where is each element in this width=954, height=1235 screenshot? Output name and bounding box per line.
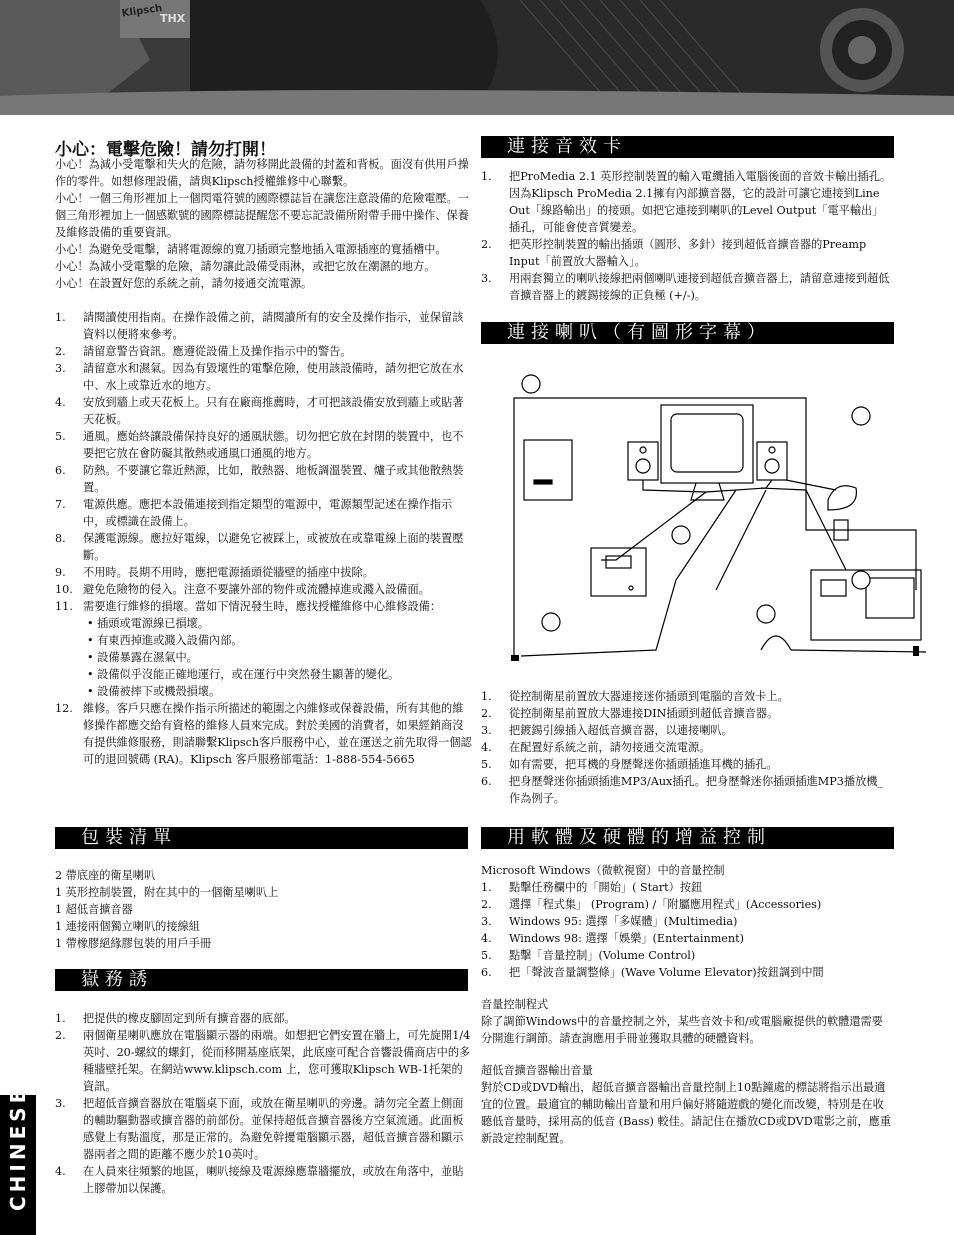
list-item: 7. 電源供應。應把本設備連接到指定類型的電源中，電源類型記述在操作指示中，或標識在設備上。 — [55, 498, 453, 528]
list-item: 6. 把「聲波音量調整條」(Wave Volume Elevator)按鈕調到中間 — [481, 966, 824, 979]
callout-marker — [852, 407, 870, 425]
callout-marker — [757, 605, 775, 623]
list-item: 11. 需要進行維修的損壞。當如下情況發生時，應找授權維修中心維修設備： • 插頭或電源線已損壞。 • 有東西掉進或濺入設備內部。 • 設備暴露在濕氣中。 • 設備似乎沒能正確地運行，或在運行中突然發生顯著的變化。 • 設備被摔下或機殼損壞。 — [55, 598, 473, 700]
list-item: 1 超低音擴音器 — [55, 903, 133, 916]
volume-body — [481, 862, 893, 1147]
caution-paragraph: 小心！一個三角形裡加上一個閃電符號的國際標誌旨在讓您注意設備的危險電壓。一個三角形裡加上一個感歎號的國際標誌提醒您不要忘記設備所附帶手冊中操作、保養及維修設備的重要資訊。 — [55, 192, 469, 239]
package-heading: 包裝清單 — [55, 827, 468, 849]
list-item: 2. 請留意警告資訊。應遵從設備上及操作指示中的警告。 — [55, 345, 352, 358]
callout-marker — [672, 526, 690, 544]
list-item: 3. 把超低音擴音器放在電腦桌下面，或放在衛星喇叭的旁邊。請勿完全蓋上側面的輔助驅動器或擴音器的前部份。並保持超低音擴音器後方空氣流通。此面板感覺上有點溫度，那是正常的。為避免幹擾電腦顯示器，超低音擴音器和顯示器兩者之間的距離不應少於10英吋。 — [55, 1097, 464, 1161]
list-item: 6. 把身歷聲迷你插頭插進MP3/Aux插孔。把身歷聲迷你插頭插進MP3播放機_作為例子。 — [481, 775, 884, 805]
list-item: 1 帶橡膠絕緣膠包裝的用戶手冊 — [55, 937, 212, 950]
caution-paragraph: 小心！在設置好您的系統之前，請勿接通交流電源。 — [55, 277, 313, 290]
right-satellite-speaker — [757, 442, 787, 480]
list-item: 1 連接兩個獨立喇叭的接線組 — [55, 920, 200, 933]
language-sidebar — [0, 1085, 36, 1235]
caution-paragraph: 小心！為避免受電擊，請將電源線的寬刀插頭完整地插入電源插座的寬插槽中。 — [55, 243, 447, 256]
left-satellite-speaker — [628, 442, 658, 480]
list-item: 2. 把英形控制裝置的輸出插頭（圓形、多針）接到超低音擴音器的Preamp Input「前置放大器輸入」。 — [481, 238, 867, 268]
list-item: 4. 在配置好系統之前，請勿接通交流電源。 — [481, 741, 711, 754]
tips-body — [55, 1010, 473, 1197]
soundcard-heading: 連接音效卡 — [481, 136, 894, 158]
list-item: 2 帶底座的衛星喇叭 — [55, 869, 156, 882]
caution-paragraph: 小心！為減小受電擊和失火的危險，請勿移開此設備的封蓋和背板。面沒有供用戶操作的零件。如想修理設備，請與Klipsch授權維修中心聯繫。 — [55, 158, 469, 188]
speakers-body — [481, 688, 893, 807]
caution-paragraph: 小心！為減小受電擊的危險，請勿讓此設備受雨淋，或把它放在潮濕的地方。 — [55, 260, 436, 273]
volume-intro: Microsoft Windows（微軟視窗）中的音量控制 — [481, 864, 725, 877]
connection-diagram — [506, 360, 926, 670]
sublist-item: • 設備似乎沒能正確地運行，或在運行中突然發生顯著的變化。 — [87, 668, 400, 681]
caution-title: 小心：電擊危險！請勿打開！ — [55, 140, 276, 160]
list-item: 1. 點擊任務欄中的「開始」( Start）按鈕 — [481, 881, 703, 894]
speakers-heading: 連接喇叭（有圖形字幕） — [481, 322, 894, 344]
list-item: 5. 通風。應始終讓設備保持良好的通風狀態。切勿把它放在封閉的裝置中，也不要把它放在會防礙其散熱或通風口通風的地方。 — [55, 430, 464, 460]
list-item: 9. 不用時。長期不用時，應把電源插頭從牆壁的插座中拔除。 — [55, 566, 374, 579]
list-item: 5. 點擊「音量控制」(Volume Control) — [481, 949, 696, 962]
callout-marker — [542, 613, 560, 631]
list-item: 2. 從控制衛星前置放大器連接DIN插頭到超低音擴音器。 — [481, 707, 779, 720]
list-item: 3. 把鍍錫引線插入超低音擴音器，以連接喇叭。 — [481, 724, 733, 737]
language-label: CHINESE — [6, 1085, 30, 1211]
speaker-photo-illustration — [0, 0, 954, 115]
list-item: 3. 請留意水和濕氣。因為有毀壞性的電擊危險，使用該設備時，請勿把它放在水中、水上或靠近水的地方。 — [55, 362, 464, 392]
volume-program-text: 除了調節Windows中的音量控制之外，某些音效卡和/或電腦廠提供的軟體還需要分開進行調節。請查詢應用手冊並獲取具體的硬體資料。 — [481, 1015, 883, 1045]
list-item: 1. 把ProMedia 2.1 英形控制裝置的輸入電纜插入電腦後面的音效卡輸出插孔。因為Klipsch ProMedia 2.1擁有內部擴音器，它的設計可讓它連接到Line Out「線路輸出」的接頭。如把它連接到喇叭的Level Output「電平輸出」插孔，可能會使音質變差。 — [481, 170, 892, 234]
volume-list — [481, 879, 893, 981]
soundcard-body — [481, 168, 893, 304]
speaker-thx-badge: THX — [160, 12, 186, 25]
list-item: 5. 如有需要，把耳機的身歷聲迷你插頭插進耳機的插孔。 — [481, 758, 778, 771]
package-list — [55, 867, 473, 952]
callout-marker — [852, 571, 870, 589]
list-item: 12. 維修。客戶只應在操作指示所描述的範圍之內維修或保養設備，所有其他的維修操作都應交給有資格的維修人員來完成。對於美國的消費者，如果經銷商沒有提供維修服務，則請聯繫Klipsch客戶服務中心，並在運送之前先取得一個認可的退回號碼 (RA)。Klipsch 客戶服務部電話：1-888-554-5665 — [55, 702, 472, 766]
tips-list — [55, 1010, 473, 1197]
safety-list — [55, 309, 473, 768]
list-item: 4. 安放到牆上或天花板上。只有在廠商推薦時，才可把該設備安放到牆上或貼著天花板。 — [55, 396, 464, 426]
list-item: 1. 請閱讀使用指南。在操作設備之前，請閱讀所有的安全及操作指示，並保留該資料以便將來參考。 — [55, 311, 464, 341]
caution-body — [55, 156, 473, 768]
list-item: 1. 把提供的橡皮腳固定到所有擴音器的底部。 — [55, 1012, 296, 1025]
list-item: 3. Windows 95: 選擇「多媒體」(Multimedia) — [481, 915, 738, 928]
callout-marker — [522, 375, 540, 393]
list-item: 8. 保護電源線。應拉好電線，以避免它被踩上，或被放在或靠電線上面的裝置壓斷。 — [55, 532, 464, 562]
damage-sublist — [83, 615, 473, 700]
list-item: 1. 從控制衛星前置放大器連接迷你插頭到電腦的音效卡上。 — [481, 690, 789, 703]
sublist-item: • 插頭或電源線已損壞。 — [87, 617, 210, 630]
subwoofer — [591, 548, 646, 596]
sublist-item: • 有東西掉進或濺入設備內部。 — [87, 634, 243, 647]
list-item: 10. 避免危險物的侵入。注意不要讓外部的物件或流體掉進或濺入設備面。 — [55, 583, 430, 596]
list-item: 6. 防熱。不要讓它靠近熱源，比如，散熱器、地板調溫裝置、爐子或其他散熱裝置。 — [55, 464, 464, 494]
speakers-list — [481, 688, 893, 807]
sublist-item: • 設備被摔下或機殼損壞。 — [87, 685, 221, 698]
sub-volume-title: 超低音擴音器輸出音量 — [481, 1064, 593, 1077]
sublist-item: • 設備暴露在濕氣中。 — [87, 651, 198, 664]
list-item: 4. 在人員來往頻繁的地區，喇叭接線及電源線應靠牆擺放，或放在角落中，並貼上膠帶加以保護。 — [55, 1165, 464, 1195]
sub-volume-text: 對於CD或DVD輸出，超低音擴音器輸出音量控制上10點鐘處的標誌將指示出最適宜的位置。最適宜的輔助輸出音量和用戶偏好將隨遊戲的變化而改變，特別是在收聽低音量時，採用高的低音 (Bass) 較佳。請記住在播放CD或DVD電影之前，應重新設定控制配置。 — [481, 1081, 892, 1145]
list-item: 2. 兩個衛星喇叭應放在電腦顯示器的兩端。如想把它們安置在牆上，可先旋開1/4英吋、20-螺紋的螺釘，從而移開基座底架，此底座可配合音響設備商店中的多種牆壁托架。在網站www.klipsch.com 上，您可獲取Klipsch WB-1托架的資訊。 — [55, 1029, 471, 1093]
tips-heading: 嶽務誘 — [55, 969, 468, 991]
volume-program-title: 音量控制程式 — [481, 998, 549, 1011]
speaker-photo-banner — [0, 0, 954, 115]
list-item: 1 英形控制裝置，附在其中的一個衛星喇叭上 — [55, 886, 279, 899]
volume-heading: 用軟體及硬體的增益控制 — [481, 827, 894, 849]
list-item: 4. Windows 98: 選擇「娛樂」(Entertainment) — [481, 932, 744, 945]
soundcard-list — [481, 168, 893, 304]
list-item: 2. 選擇「程式集」 (Program) /「附屬應用程式」(Accessories) — [481, 898, 822, 911]
list-item: 3. 用兩套獨立的喇叭接線把兩個喇叭連接到超低音擴音器上，請留意連接到超低音擴音器上的鍍錫接線的正負極 (+/-)。 — [481, 272, 890, 302]
wall-outlet-panel — [524, 440, 572, 500]
speaker-brand-logo: Klipsch — [121, 2, 163, 20]
